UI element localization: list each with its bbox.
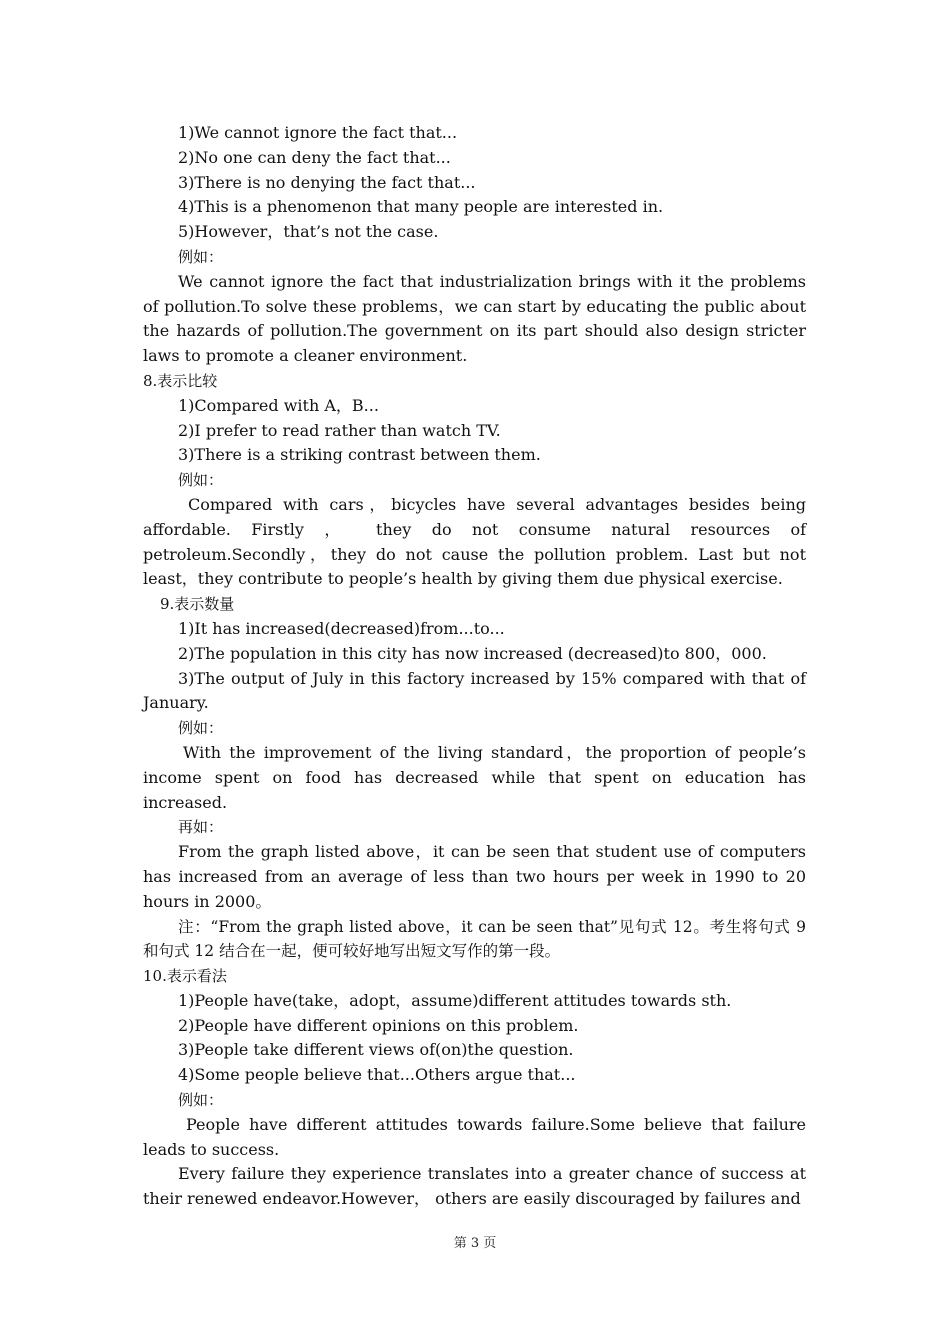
list-item: 1)Compared with A，B... (178, 395, 379, 415)
example-label: 例如： (178, 247, 224, 266)
list-item: 2)I prefer to read rather than watch TV. (178, 420, 501, 440)
example-paragraph: With the improvement of the living standard，the proportion of people’s income spent on food has decreased while that spent on education has increased. (143, 742, 806, 812)
list-item: 4)This is a phenomenon that many people are interested in. (178, 197, 664, 217)
list-item: 4)Some people believe that...Others argue that... (178, 1065, 576, 1085)
example-label: 例如： (178, 471, 224, 490)
list-item: 3)There is no denying the fact that... (178, 172, 476, 192)
list-item: 1)It has increased(decreased)from...to... (178, 618, 505, 638)
example-paragraph: From the graph listed above，it can be seen that student use of computers has increased from an average of less than two hours per week in 1990 to 20 hours in 2000。 (143, 842, 806, 911)
example-label: 再如： (178, 818, 224, 837)
section-heading: 8.表示比较 (143, 371, 218, 390)
list-item: 1)People have(take，adopt，assume)different attitudes towards sth. (178, 990, 732, 1010)
list-item: 2)People have different opinions on this problem. (178, 1015, 579, 1035)
section-heading: 10.表示看法 (143, 967, 227, 986)
list-item: 1)We cannot ignore the fact that... (178, 123, 458, 142)
list-item: 2)The population in this city has now increased (decreased)to 800，000. (178, 643, 767, 663)
document-page (143, 121, 806, 1212)
example-paragraph: We cannot ignore the fact that industrialization brings with it the problems of pollution.To solve these problems，we can start by educating the public about the hazards of pollution.The government on its part should also design stricter laws to promote a cleaner environment. (143, 271, 806, 366)
example-label: 例如： (178, 719, 224, 738)
example-paragraph: Every failure they experience translates into a greater chance of success at their renewed endeavor.However， others are easily discouraged by failures and (143, 1164, 806, 1209)
page-number: 第 3 页 (453, 1236, 497, 1251)
example-paragraph: Compared with cars，bicycles have several advantages besides being affordable. Firstly ， they do not consume natural resources of petroleum.Secondly，they do not cause the pollution problem. Last but not least，they contribute to people’s health by giving them due physical exercise. (143, 494, 806, 589)
example-paragraph: People have different attitudes towards failure.Some believe that failure leads to success. (143, 1114, 806, 1159)
list-item: 3)There is a striking contrast between them. (178, 445, 541, 465)
section-heading: 9.表示数量 (160, 595, 235, 614)
note-paragraph: 注：“From the graph listed above，it can be seen that”见句式 12。考生将句式 9 和句式 12 结合在一起，便可较好地写出短文写作的第一段。 (143, 917, 806, 961)
list-item: 3)The output of July in this factory increased by 15% compared with that of January. (143, 668, 806, 713)
list-item: 2)No one can deny the fact that... (178, 147, 451, 167)
list-item: 5)However，that’s not the case. (178, 222, 439, 242)
example-label: 例如： (178, 1091, 224, 1110)
list-item: 3)People take different views of(on)the question. (178, 1040, 574, 1060)
